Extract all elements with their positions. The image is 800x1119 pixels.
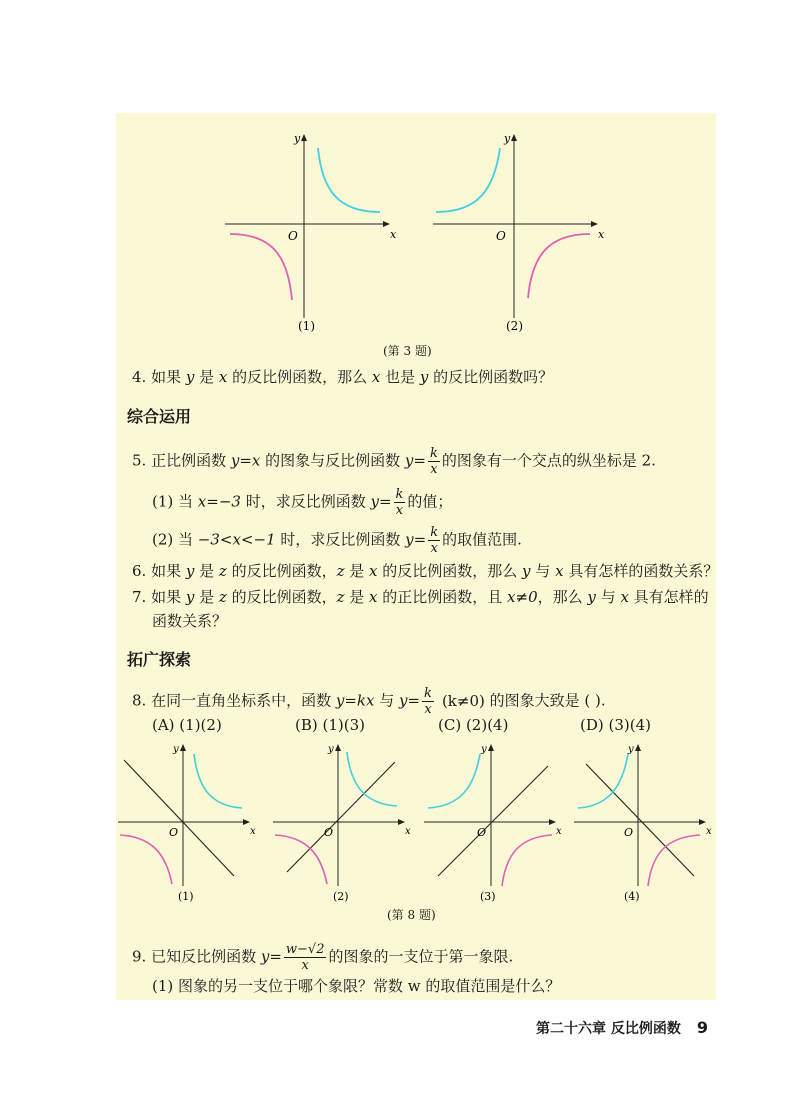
q5-1-condition: x=−3	[197, 492, 241, 511]
y-arrow	[635, 744, 641, 751]
x-label: x	[390, 228, 397, 241]
x-label: x	[706, 826, 712, 837]
question-7: 7. 如果 y 是 z 的反比例函数，z 是 x 的正比例函数，且 x≠0，那么 y 与 x 具有怎样的	[132, 588, 709, 606]
x-arrow	[243, 819, 250, 825]
graph-q8-3	[422, 740, 568, 904]
fraction-k-over-x: $\frac{k}{x}$	[430, 525, 439, 556]
q8-condition: (k≠0)	[441, 691, 485, 710]
x-arrow	[383, 221, 390, 227]
hyperbola-branch-q4	[648, 835, 700, 886]
x-label: x	[250, 826, 256, 837]
y-label: y	[294, 132, 301, 145]
y-label: y	[481, 744, 487, 755]
y-arrow	[335, 744, 341, 751]
x-arrow	[398, 819, 405, 825]
question-5-part-2	[152, 525, 522, 556]
y-arrow	[180, 744, 186, 751]
q4-text-4: 也是	[380, 368, 420, 386]
line-y-eq-kx	[124, 760, 234, 876]
line-y-eq-kx	[287, 762, 395, 872]
q5-1-text-2: 时，求反比例函数	[240, 492, 371, 511]
q4-var: x	[218, 368, 228, 386]
line-y-eq-kx	[586, 764, 694, 876]
q4-text-1: 4. 如果	[132, 368, 186, 386]
x-label: x	[556, 826, 562, 837]
y-arrow	[488, 744, 494, 751]
question-4	[132, 367, 553, 387]
q4-var: x	[371, 368, 381, 386]
question-8: 8. 在同一直角坐标系中，函数 y=kx 与 y= $\frac{k}{x}$ (k≠0) 的图象大致是 ( ).	[132, 686, 606, 717]
q4-var: y	[419, 368, 429, 386]
q5-equation: y=x	[230, 451, 261, 470]
graph-q8-2	[271, 740, 417, 904]
q8-caption: (第 8 题)	[387, 908, 436, 922]
graph-q3-2	[428, 128, 608, 338]
hyperbola-branch-q1	[194, 754, 242, 808]
graph-q8-1	[116, 740, 262, 904]
y-arrow	[511, 134, 517, 141]
q8-option-d[interactable]: (D) (3)(4)	[580, 716, 651, 734]
fraction-k-over-x: $\frac{k}{x}$	[429, 446, 438, 477]
y-arrow	[301, 134, 307, 141]
q4-var: y	[185, 368, 195, 386]
fraction-w-minus-root2-over-x: $\frac{w-√2}{x}$	[285, 942, 325, 973]
q5-2-y-eq: y=	[405, 530, 427, 549]
question-6: 6. 如果 y 是 z 的反比例函数，z 是 x 的反比例函数，那么 y 与 x 具有怎样的函数关系？	[132, 562, 719, 580]
hyperbola-branch-q1	[318, 148, 380, 212]
graph-caption: (1)	[298, 319, 315, 333]
q4-text-3: 的反比例函数，那么	[227, 368, 372, 386]
q5-2-text-2: 时，求反比例函数	[275, 530, 406, 549]
page-footer	[536, 1018, 708, 1038]
question-9-part-1: (1) 图象的另一支位于哪个象限？常数 w 的取值范围是什么？	[152, 977, 561, 995]
y-label: y	[173, 744, 179, 755]
q5-text-2: 的图象与反比例函数	[260, 451, 405, 470]
question-9: 9. 已知反比例函数 y= $\frac{w-√2}{x}$ 的图象的一支位于第一象限.	[132, 942, 514, 973]
fraction-k-over-x: $\frac{k}{x}$	[424, 686, 432, 717]
graph-q3-1	[220, 128, 400, 338]
q4-text-5: 的反比例函数吗？	[428, 368, 554, 386]
hyperbola-branch-q4	[502, 835, 552, 886]
graph-caption: (4)	[624, 890, 640, 903]
y-label: y	[504, 132, 511, 145]
x-arrow	[699, 819, 706, 825]
origin-label: O	[477, 826, 487, 839]
q4-text-2: 是	[194, 368, 219, 386]
section-heading-explore: 拓广探索	[127, 650, 192, 669]
graph-caption: (2)	[506, 319, 523, 333]
q5-text-3: 的图象有一个交点的纵坐标是 2.	[441, 451, 656, 470]
origin-label: O	[324, 826, 334, 839]
q5-1-y-eq: y=	[370, 492, 392, 511]
question-5	[132, 446, 656, 477]
graph-caption: (3)	[480, 890, 496, 903]
origin-label: O	[624, 826, 634, 839]
q5-text-1: 5. 正比例函数	[132, 451, 231, 470]
graph-caption: (2)	[333, 890, 349, 903]
hyperbola-branch-q4	[528, 234, 590, 298]
chapter-title: 第二十六章 反比例函数	[535, 1021, 681, 1037]
fraction-k-over-x: $\frac{k}{x}$	[395, 487, 404, 518]
q5-2-condition: −3<x<−1	[197, 530, 276, 549]
hyperbola-branch-q3	[275, 835, 327, 884]
q5-1-text-1: (1) 当	[152, 492, 198, 511]
origin-label: O	[169, 826, 179, 839]
hyperbola-branch-q2	[428, 754, 480, 808]
section-heading-comprehensive: 综合运用	[127, 407, 192, 426]
question-5-part-1	[152, 487, 452, 518]
graph-q8-4	[572, 740, 718, 904]
q8-option-b[interactable]: (B) (1)(3)	[295, 716, 365, 734]
y-label: y	[628, 744, 634, 755]
x-arrow	[549, 819, 556, 825]
x-arrow	[591, 221, 598, 227]
origin-label: O	[288, 229, 298, 243]
q5-y-eq: y=	[404, 451, 426, 470]
hyperbola-branch-q1	[347, 752, 397, 806]
y-label: y	[328, 744, 334, 755]
x-label: x	[405, 826, 411, 837]
page-number: 9	[696, 1018, 708, 1037]
q8-option-c[interactable]: (C) (2)(4)	[438, 716, 509, 734]
x-label: x	[598, 228, 605, 241]
hyperbola-branch-q3	[120, 835, 172, 884]
q3-caption: (第 3 题)	[383, 344, 432, 358]
q5-2-text-1: (2) 当	[152, 530, 198, 549]
origin-label: O	[496, 229, 506, 243]
q8-option-a[interactable]: (A) (1)(2)	[152, 716, 222, 734]
q5-2-text-3: 的取值范围.	[442, 530, 522, 549]
q5-1-text-3: 的值；	[407, 492, 453, 511]
hyperbola-branch-q3	[230, 234, 292, 300]
hyperbola-branch-q2	[436, 148, 500, 212]
line-y-eq-kx	[438, 766, 548, 876]
question-7-line-2: 函数关系？	[152, 612, 228, 630]
graph-caption: (1)	[178, 890, 194, 903]
